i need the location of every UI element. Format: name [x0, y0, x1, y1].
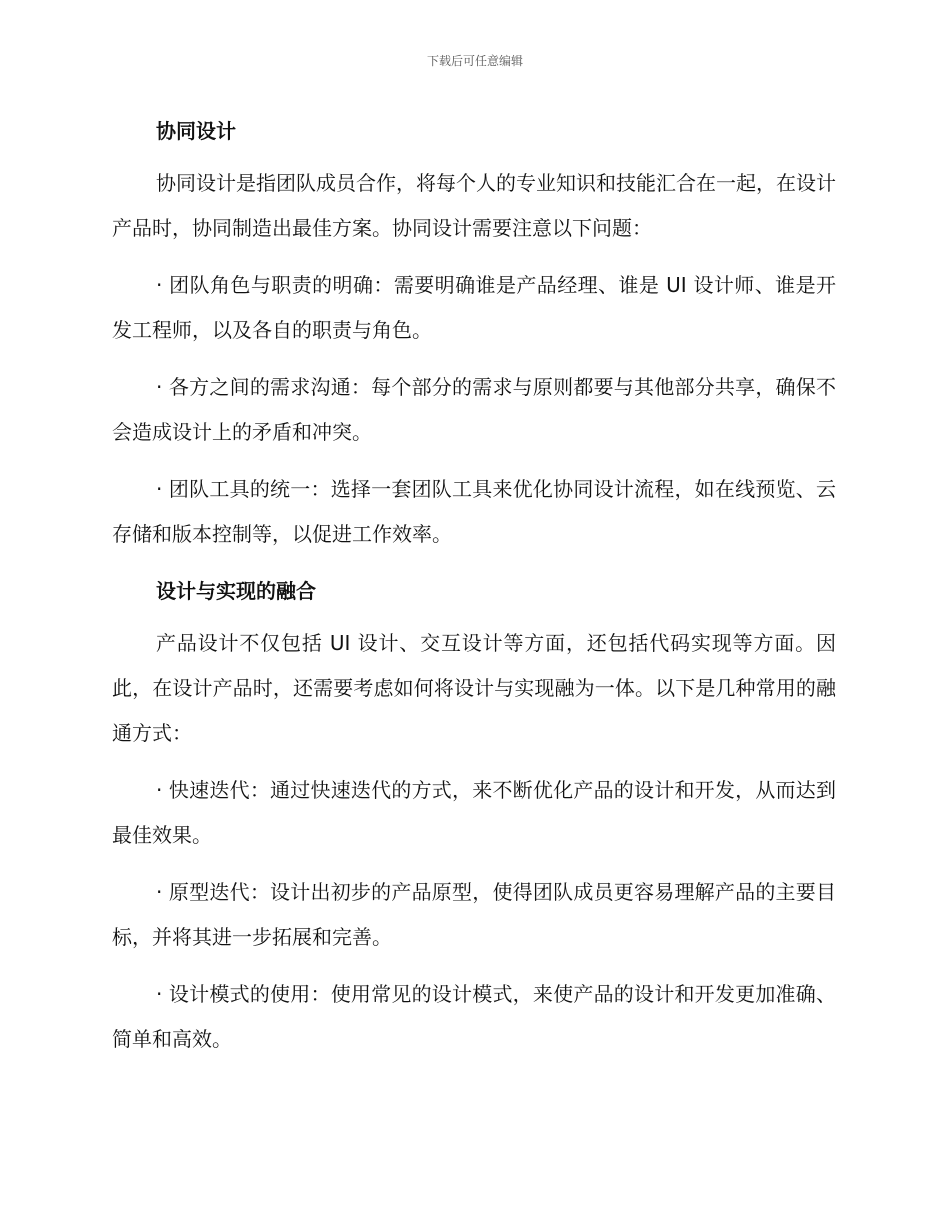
list-item: · 设计模式的使用：使用常见的设计模式，来使产品的设计和开发更加准确、简单和高效。 [112, 982, 836, 1051]
section-intro-collaborative-design: 协同设计是指团队成员合作，将每个人的专业知识和技能汇合在一起，在设计产品时，协同制造出最佳方案。协同设计需要注意以下问题： [112, 171, 836, 240]
list-item: · 各方之间的需求沟通：每个部分的需求与原则都要与其他部分共享，确保不会造成设计上的矛盾和冲突。 [112, 375, 836, 444]
page-header-note: 下载后可任意编辑 [426, 54, 523, 68]
section-heading-design-implementation: 设计与实现的融合 [156, 579, 316, 603]
list-item: · 原型迭代：设计出初步的产品原型，使得团队成员更容易理解产品的主要目标，并将其进一步拓展和完善。 [112, 880, 836, 949]
section-heading-collaborative-design: 协同设计 [156, 119, 236, 143]
list-item: · 团队工具的统一：选择一套团队工具来优化协同设计流程，如在线预览、云存储和版本控制等，以促进工作效率。 [112, 477, 836, 546]
list-item: · 快速迭代：通过快速迭代的方式，来不断优化产品的设计和开发，从而达到最佳效果。 [112, 778, 836, 847]
list-item: · 团队角色与职责的明确：需要明确谁是产品经理、谁是 UI 设计师、谁是开发工程师，以及各自的职责与角色。 [112, 273, 836, 342]
section-intro-design-implementation: 产品设计不仅包括 UI 设计、交互设计等方面，还包括代码实现等方面。因此，在设计产品时，还需要考虑如何将设计与实现融为一体。以下是几种常用的融通方式： [112, 631, 836, 745]
document-body [112, 109, 836, 1062]
